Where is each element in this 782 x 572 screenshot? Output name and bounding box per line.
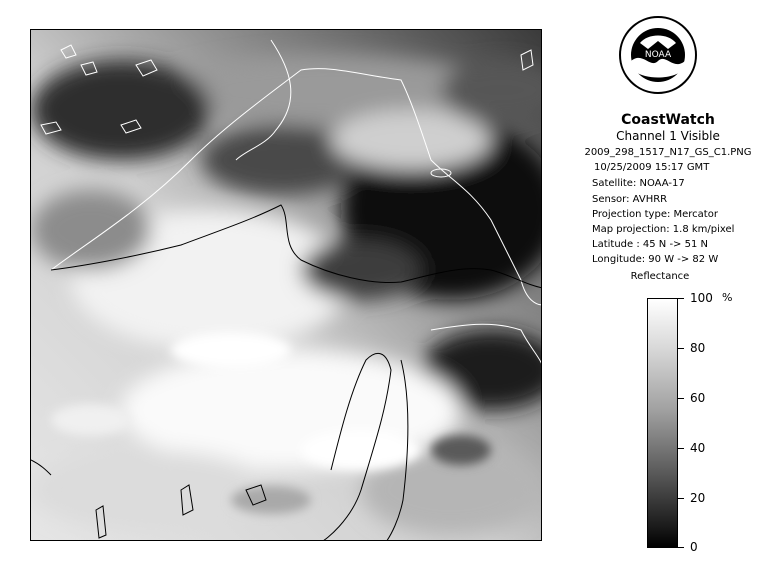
scale-tick [678, 298, 684, 299]
map-projection-label: Map projection: 1.8 km/pixel [592, 224, 735, 235]
noaa-logo-svg [618, 15, 698, 95]
scale-tick-label: 80 [690, 341, 706, 355]
satellite-image [30, 29, 542, 541]
scale-tick-label: 40 [690, 441, 706, 455]
scale-tick-label: 60 [690, 391, 706, 405]
brand-title: CoastWatch [621, 112, 715, 128]
datetime-label: 10/25/2009 15:17 GMT [594, 162, 710, 173]
latitude-label: Latitude : 45 N -> 51 N [592, 239, 708, 250]
channel-label: Channel 1 Visible [616, 129, 720, 143]
noaa-logo [618, 15, 698, 95]
scale-tick [678, 348, 684, 349]
logo-center-text: NOAA [644, 50, 672, 60]
satellite-label: Satellite: NOAA-17 [592, 178, 685, 189]
scale-unit: % [722, 291, 733, 304]
sensor-label: Sensor: AVHRR [592, 194, 668, 205]
scale-tick [678, 498, 684, 499]
longitude-label: Longitude: 90 W -> 82 W [592, 254, 719, 265]
scale-tick-label: 0 [690, 540, 698, 554]
scale-title: Reflectance [630, 271, 690, 282]
scale-tick [678, 448, 684, 449]
scale-tick [678, 398, 684, 399]
scale-tick-label: 20 [690, 491, 706, 505]
reflectance-colorbar [647, 298, 678, 548]
projection-type-label: Projection type: Mercator [592, 209, 718, 220]
scale-tick [678, 547, 684, 548]
scale-tick-label: 100 [690, 291, 713, 305]
satellite-image-svg [31, 30, 542, 541]
filename-label: 2009_298_1517_N17_GS_C1.PNG [584, 147, 752, 158]
